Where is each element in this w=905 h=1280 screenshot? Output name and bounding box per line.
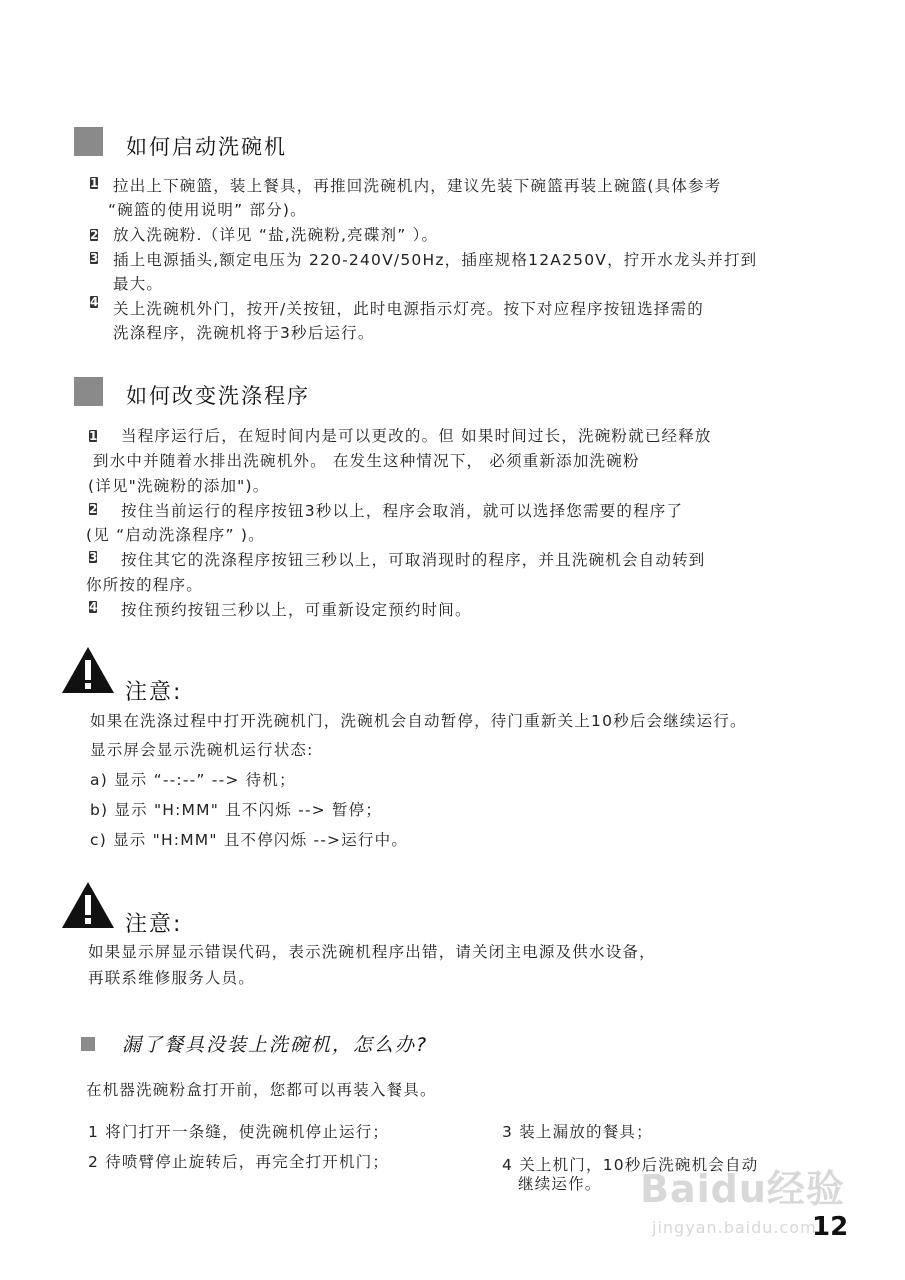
step-number: 2 bbox=[90, 228, 99, 242]
step-text: 洗涤程序，洗碗机将于3秒后运行。 bbox=[113, 324, 375, 342]
tip-text: 3 装上漏放的餐具； bbox=[502, 1123, 653, 1141]
step-text: 当程序运行后，在短时间内是可以更改的。但 如果时间过长，洗碗粉就已经释放 bbox=[121, 427, 712, 445]
step-text: 最大。 bbox=[113, 275, 164, 293]
section-title: 漏了餐具没装上洗碗机，怎么办? bbox=[122, 1034, 429, 1056]
warning-icon bbox=[60, 645, 116, 695]
step-number: 2 bbox=[89, 502, 98, 516]
note-text: c) 显示 "H:MM" 且不停闪烁 -->运行中。 bbox=[90, 831, 409, 849]
section-marker bbox=[74, 127, 103, 156]
step-number: 1 bbox=[89, 429, 98, 443]
section-marker bbox=[74, 377, 103, 406]
step-text: 按住预约按钮三秒以上，可重新设定预约时间。 bbox=[121, 601, 472, 619]
page-number: 12 bbox=[812, 1212, 849, 1242]
step-text: 按住其它的洗涤程序按钮三秒以上，可取消现时的程序，并且洗碗机会自动转到 bbox=[121, 551, 706, 569]
tip-text: 1 将门打开一条缝，使洗碗机停止运行； bbox=[88, 1123, 390, 1141]
note-text: 再联系维修服务人员。 bbox=[88, 969, 256, 987]
tip-text: 2 待喷臂停止旋转后，再完全打开机门； bbox=[88, 1153, 390, 1171]
step-text: 你所按的程序。 bbox=[86, 576, 203, 594]
step-number: 4 bbox=[90, 295, 99, 309]
watermark-url: jingyan.baidu.com bbox=[652, 1218, 817, 1237]
note-text: 如果显示屏显示错误代码，表示洗碗机程序出错，请关闭主电源及供水设备， bbox=[88, 943, 656, 961]
step-text: 到水中并随着水排出洗碗机外。 在发生这种情况下， 必须重新添加洗碗粉 bbox=[93, 452, 640, 470]
step-text: 拉出上下碗篮，装上餐具，再推回洗碗机内，建议先装下碗篮再装上碗篮(具体参考 bbox=[113, 177, 722, 195]
step-number: 1 bbox=[90, 176, 99, 190]
section-title: 如何改变洗涤程序 bbox=[126, 384, 310, 408]
step-number: 3 bbox=[90, 251, 99, 265]
section-title: 如何启动洗碗机 bbox=[126, 135, 287, 159]
note-text: 如果在洗涤过程中打开洗碗机门，洗碗机会自动暂停，待门重新关上10秒后会继续运行。 bbox=[90, 712, 747, 730]
step-text: 放入洗碗粉.（详见 “盐,洗碗粉,亮碟剂” ）。 bbox=[113, 226, 439, 244]
tip-text: 4 关上机门，10秒后洗碗机会自动 bbox=[502, 1156, 759, 1174]
note-text: a) 显示 “--:--” --> 待机； bbox=[90, 771, 296, 789]
warning-icon bbox=[60, 880, 116, 930]
step-text: 按住当前运行的程序按钮3秒以上，程序会取消，就可以选择您需要的程序了 bbox=[121, 502, 684, 520]
note-text: b) 显示 "H:MM" 且不闪烁 --> 暂停； bbox=[90, 801, 383, 819]
note-title: 注意: bbox=[125, 912, 183, 937]
step-number: 3 bbox=[89, 550, 98, 564]
step-text: 关上洗碗机外门，按开/关按钮，此时电源指示灯亮。按下对应程序按钮选择需的 bbox=[113, 300, 704, 318]
note-text: 显示屏会显示洗碗机运行状态: bbox=[90, 741, 314, 759]
tip-text: 继续运作。 bbox=[518, 1175, 602, 1193]
step-text: 插上电源插头,额定电压为 220-240V/50Hz，插座规格12A250V，拧开水龙头并打到 bbox=[113, 251, 758, 269]
intro-text: 在机器洗碗粉盒打开前，您都可以再装入餐具。 bbox=[86, 1081, 437, 1099]
note-title: 注意: bbox=[125, 680, 183, 705]
baidu-watermark: Baidu经验 bbox=[640, 1167, 845, 1211]
step-number: 4 bbox=[89, 600, 98, 614]
step-text: (见 “启动洗涤程序” )。 bbox=[86, 526, 265, 544]
step-text: “碗篮的使用说明” 部分)。 bbox=[108, 201, 307, 219]
step-text: (详见"洗碗粉的添加")。 bbox=[88, 477, 270, 495]
section-marker bbox=[81, 1037, 95, 1051]
